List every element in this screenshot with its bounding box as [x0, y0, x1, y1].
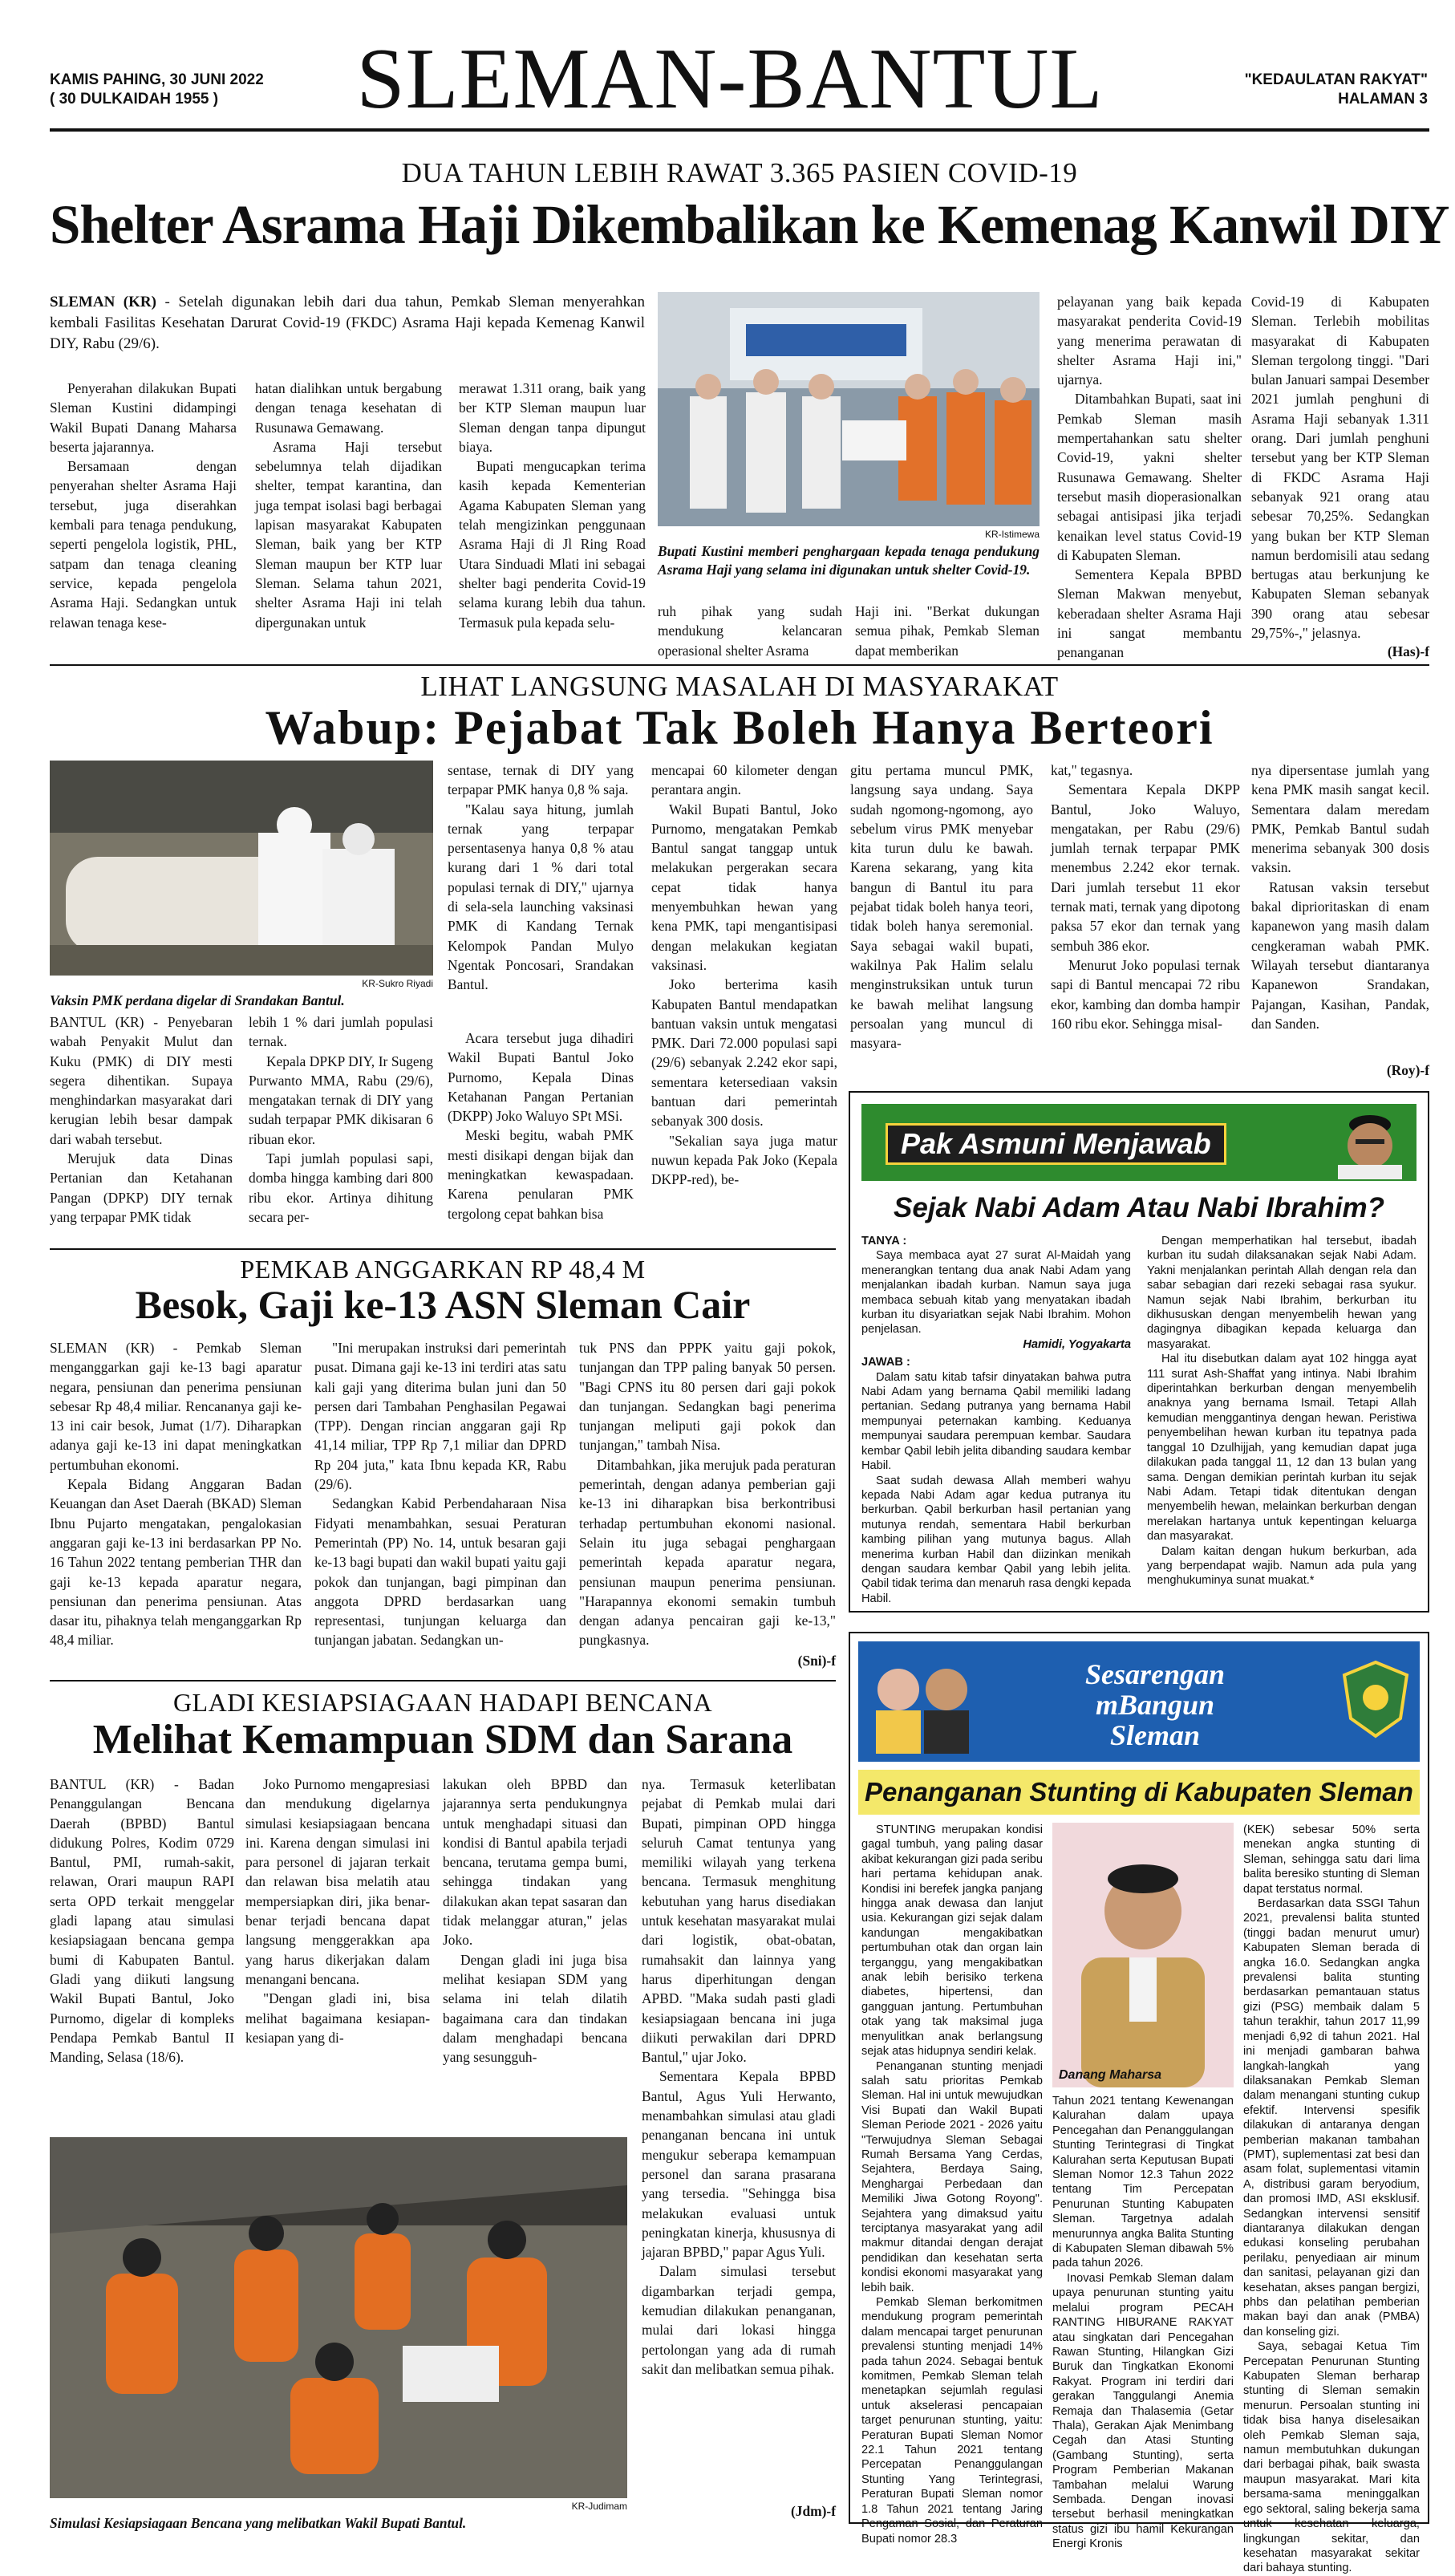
- article1-photo: [658, 292, 1040, 526]
- stunting-col1: [861, 1823, 1043, 2546]
- stunting-title: Penanganan Stunting di Kabupaten Sleman: [865, 1777, 1413, 1807]
- paragraph: nya. Termasuk keterlibatan pejabat di Pemkab mulai dari Bupati, pimpinan OPD hingga seluruh Camat tentunya yang memiliki wilayah yang terkena bencana. Termasuk menghitung kebutuhan yang harus disediakan untuk kesehatan masyarakat mulai dari logistik, obat-obatan, rumahsakit dan lainnya yang harus diperhitungan dengan APBD. "Maka sudah pasti gladi kesiapsiagaan bencana ini juga diikuti perwakilan dari DPRD Bantul," ujar Joko.: [642, 1776, 836, 2066]
- stunting-banner: [858, 1641, 1420, 1762]
- stunting-title-bar: [858, 1770, 1420, 1815]
- article4-signature: (Jdm)-f: [790, 2503, 836, 2519]
- paragraph: Joko Purnomo mengapresiasi dan mendukung digelarnya simulasi kesiapsiagaan bencana ini. Karena dengan simulasi ini para personel di jajaran terkait dan relawan bisa melatih atau mempersiapkan diri, jika benar-benar terjadi bencana dapat langsung menggerakkan apa yang harus dikerjakan dalam menangani bencana.: [245, 1776, 430, 1987]
- page-info: [1123, 71, 1428, 109]
- article2-col2b: [249, 1012, 433, 1237]
- paragraph: merawat 1.311 orang, baik yang ber KTP Sleman maupun luar Sleman dengan tanpa dipungut biaya.: [459, 380, 646, 455]
- paragraph: Sedangkan Kabid Perbendaharaan Nisa Fidyati menambahkan, sesuai Peraturan Pemerintah (PP) No. 14, untuk besaran gaji ke-13 bagi bupati dan wakil bupati yaitu gaji pokok dan tunjangan, bagi pimpinan dan anggota DPRD berdasarkan uang representasi, tunjungan keluarga dan tunjangan jabatan. Sedangkan un-: [314, 1495, 566, 1649]
- article3-col3: [579, 1338, 836, 1651]
- paragraph: lebih 1 % dari jumlah populasi ternak.: [249, 1014, 433, 1050]
- paragraph: sentase, ternak di DIY yang terpapar PMK hanya 0,8 % saja.: [448, 762, 634, 798]
- article1-photo-credit: KR-Istimewa: [984, 529, 1040, 540]
- slogan-line: Sleman: [1109, 1719, 1201, 1751]
- article1-lead: [50, 292, 645, 355]
- article1-lead-text: - Setelah digunakan lebih dari dua tahun, Pemkab Sleman menyerahkan kembali Fasilitas Kesehatan Darurat Covid-19 (FKDC) Asrama Haji kepada Kemenag Kanwil DIY, Rabu (29/6).: [50, 294, 645, 352]
- paragraph: Ratusan vaksin tersebut bakal diprioritaskan di enam kapanewon yang masih dalam cengkeraman wabah PMK. Wilayah tersebut diantaranya Kapanewon Srandakan, Pajangan, Kasihan, Pandak, dan Sanden.: [1251, 878, 1429, 1032]
- paragraph: Acara tersebut juga dihadiri Wakil Bupati Bantul Joko Purnomo, Kepala Dinas Ketahanan Pangan Pertanian (DKPP) Joko Waluyo SPt MSi.: [448, 1030, 634, 1125]
- photo-name: Danang Maharsa: [1059, 2068, 1162, 2082]
- article4-col2: [245, 1775, 430, 2134]
- paragraph: "Kalau saya hitung, jumlah ternak yang terpapar persentasenya hanya 0,8 % atau kurang dari 1 % dari total populasi ternak di DIY," ujarnya di sela-sela launching vaksinasi PMK di Kandang Ternak Kelompok Pandan Mulyo Ngentak Poncosari, Srandakan Bantul.: [448, 801, 634, 993]
- asmuni-left-column: [861, 1234, 1131, 1603]
- official-portrait-illustration: [1052, 1823, 1234, 2087]
- officials-portrait-icon: [866, 1649, 979, 1754]
- article4-kicker: GLADI KESIAPSIAGAAN HADAPI BENCANA: [172, 1688, 713, 1717]
- paragraph: BANTUL (KR) - Penyebaran wabah Penyakit Mulut dan Kuku (PMK) di DIY mesti segera dihentikan. Supaya menghindarkan masyarakat dari kerugian lebih besar dampak dari wabah tersebut.: [50, 1014, 233, 1147]
- issue-date: KAMIS PAHING, 30 JUNI 2022: [50, 71, 264, 88]
- article2-col5: [850, 761, 1033, 1085]
- paragraph: Berdasarkan data SSGI Tahun 2021, prevalensi balita stunted (tinggi badan menurut umur) Kabupaten Sleman berada di angka 16.0. Sedangkan angka prevalensi balita stunting berdasarkan pemantauan status gizi (PSG) membaik dalam 5 tahun terakhir, tahun 2017 11,99 menjadi 6,92 di tahun 2021. Hal ini menjadi gambaran bahwa langkah-langkah yang dilaksanakan Pemkab Sleman dalam menangani stunting cukup efektif. Intervensi spesifik dilakukan di antaranya dengan pemberian makanan tambahan (PMT), suplementasi zat besi dan asam folat, suplementasi vitamin A, distribusi garam beryodium, dan promosi IMD, ASI eksklusif. Sedangkan intervensi sensitif diantaranya dilakukan dengan edukasi konseling perubahan perilaku, penyediaan air minum dan sanitasi, pelayanan gizi dan kesehatan, akses pangan bergizi, phbs dan pelatihan pemberian makan bayi dan anak (PMBA) dan konseling gizi.: [1243, 1897, 1420, 2339]
- paragraph: Dengan gladi ini juga bisa melihat kesiapan SDM yang selama ini telah dilatih bagaimana cara dan tindakan dalam menghadapi bencana yang sesungguh-: [443, 1951, 627, 2066]
- paragraph: Sementara Kepala DKPP Bantul, Joko Waluyo, mengatakan, per Rabu (29/6) jumlah ternak terpapar PMK menembus 2.242 ekor ternak. Dari jumlah tersebut 11 ekor ternak mati, ternak yang dipotong paksa 57 ekor dan ternak yang sembuh 386 ekor.: [1051, 781, 1240, 954]
- article1-col4b: [855, 602, 1040, 659]
- paragraph: Penanganan stunting menjadi salah satu prioritas Pemkab Sleman. Hal ini untuk mewujudkan Visi Bupati dan Wakil Bupati Sleman Periode 2021 - 2026 yaitu "Terwujudnya Sleman Sebagai Rumah Bersama Yang Cerdas, Sejahtera, Berdaya Saing, Menghargai Perbedaan dan Memiliki Jiwa Gotong Royong". Sejahtera yang dimaksud yaitu terciptanya masyarakat yang adil makmur ditandai dengan derajat pendidikan dan kesehatan serta kondisi ekonomi masyarakat yang lebih baik.: [861, 2059, 1043, 2294]
- paragraph: Pemkab Sleman berkomitmen mendukung program pemerintah dalam mencapai target penurunan prevalensi stunting menjadi 14% pada tahun 2024. Sebagai bentuk komitmen, Pemkab Sleman telah menetapkan sejumlah regulasi untuk akselerasi pencapaian target penurunan stunting, yaitu: Peraturan Bupati Sleman Nomor 22.1 Tahun 2021 tentang Percepatan Penanggulangan Stunting Yang Terintegrasi, Peraturan Bupati Sleman nomor 1.8 Tahun 2021 tentang Jaring Pengaman Sosial, dan Peraturan Bupati nomor 28.3: [861, 2296, 1043, 2546]
- paragraph: "Dengan gladi ini, bisa melihat bagaimana kesiapan-kesiapan yang di-: [245, 1990, 430, 2046]
- hijri-date: ( 30 DULKAIDAH 1955 ): [50, 91, 219, 108]
- danang-photo: [1052, 1823, 1234, 2087]
- article1-signature: (Has)-f: [1387, 643, 1429, 659]
- article3-headline: Besok, Gaji ke-13 ASN Sleman Cair: [135, 1282, 751, 1327]
- paragraph: Bersamaan dengan penyerahan shelter Asrama Haji tersebut, juga diserahkan kembali para tenaga pendukung, seperti pengelola logistik, PHL, satpam dan tenaga cleaning service, kepada pengelola Asrama Haji. Sedangkan untuk relawan tenaga kese-: [50, 458, 237, 631]
- paragraph: Wakil Bupati Bantul, Joko Purnomo, mengatakan Pemkab Bantul sangat tanggap untuk melakukan pergerakan secara cepat tidak hanya menyembuhkan hewan yang kena PMK, tapi mengantisipasi dengan melakukan kegiatan vaksinasi.: [651, 801, 837, 973]
- paragraph: Kepala DPKP DIY, Ir Sugeng Purwanto MMA, Rabu (29/6), mengatakan ternak di DIY yang sudah terpapar PMK dikisaran 6 ribuan ekor.: [249, 1053, 433, 1147]
- asmuni-column-box: [849, 1091, 1429, 1613]
- paragraph: Bupati mengucapkan terima kasih kepada Kementerian Agama Kabupaten Sleman yang telah mengizinkan penggunaan Asrama Haji di Jl Ring Road Utara Sinduadi Mlati ini sebagai shelter bagi penderita Covid-19 selama kurang lebih dua tahun. Termasuk pula kepada selu-: [459, 458, 646, 631]
- paragraph: Asrama Haji tersebut sebelumnya telah dijadikan shelter, tempat karantina, dan juga tempat isolasi bagi berbagai lapisan masyarakat Kabupaten Sleman, baik yang ber KTP Sleman maupun ber KTP luar Sleman. Selama tahun 2021, shelter Asrama Haji ini telah dipergunakan untuk: [255, 438, 442, 631]
- stunting-col2: [1052, 2094, 1234, 2551]
- paragraph: BANTUL (KR) - Badan Penanggulangan Bencana Daerah (BPBD) Bantul didukung Polres, Kodim 0729 Bantul, PMI, rumah-sakit, relawan, Orari maupun RAPI serta OPD terkait menggelar gladi lapang atau simulasi kesiapsiagaan bencana gempa bumi di Kabupaten Bantul. Gladi yang diikuti langsung Wakil Bupati Bantul, Joko Purnomo, digelar di kompleks Pendapa Pemkab Bantul II Manding, Selasa (18/6).: [50, 1776, 234, 2066]
- paragraph: Menurut Joko populasi ternak sapi di Bantul mencapai 72 ribu ekor, kambing dan domba hampir 160 ribu ekor. Sehingga misal-: [1051, 956, 1240, 1032]
- article2-col6: [1051, 761, 1240, 1085]
- stunting-advertorial-box: [849, 1632, 1429, 2575]
- article1-col6: [1251, 292, 1429, 640]
- article2-col1: [50, 1012, 233, 1237]
- stunting-col3: [1243, 1823, 1420, 2575]
- asmuni-portrait: [1330, 1107, 1410, 1179]
- article4-col1: [50, 1775, 234, 2134]
- answer-paragraph: Dengan memperhatikan hal tersebut, ibadah kurban itu sudah dilaksanakan sejak Nabi Adam. Yakni menjalankan perintah Allah dengan rela dan sabar sebagian dari rezeki sebagai rasa syukur. Namun sejak Nabi Ibrahim, berkurban itu dikhususkan dengan menyembelih hewan yang dagingnya dibagikan kepada keluarga dan masyarakat.: [1147, 1235, 1416, 1351]
- paragraph: Ditambahkan, jika merujuk pada peraturan pemerintah, dengan adanya pemberian gaji ke-13 ini diharapkan bisa berkontribusi terhadap pertumbuhan ekonomi nasional. Selain itu juga sebagai penghargaan pemerintah kepada aparatur negara, pensiunan maupun penerima pensiunan. "Harapannya ekonomi semakin tumbuh dengan adanya pencairan gaji ke-13," pungkasnya.: [579, 1456, 836, 1649]
- page-number: HALAMAN 3: [1338, 91, 1428, 108]
- article2-col3: [448, 1028, 634, 1239]
- paragraph: pelayanan yang baik kepada masyarakat penderita Covid-19 yang menerima perawatan di shelter Asrama Haji ini," ujarnya.: [1057, 294, 1242, 388]
- article4-col4: [642, 1775, 836, 2501]
- slogan-line: mBangun: [1095, 1689, 1215, 1721]
- paragraph: STUNTING merupakan kondisi gagal tumbuh, yang paling dasar akibat kekurangan gizi pada seribu hari pertama kehidupan anak. Kondisi ini berefek jangka panjang hingga anak dewasa dan lanjut usia. Kekurangan gizi sejak dalam kandungan mengakibatkan pertumbuhan otak dan organ lain terganggu, yang mengakibatkan anak lebih berisiko terkena diabetes, hipertensi, dan gangguan jantung. Pertumbuhan otak yang tak maksimal juga menyulitkan anak berlangsung sejak atas hidupnya sendiri kelak.: [861, 1823, 1043, 2059]
- paragraph: Dalam simulasi tersebut digambarkan terjadi gempa, kemudian dilakukan penanganan, mulai dari lokasi hingga pertolongan yang ada di rumah sakit dan melibatkan semua pihak.: [642, 2263, 836, 2377]
- paragraph: Sementera Kepala BPBD Sleman Makwan menyebut, keberadaan shelter Asrama Haji ini sangat membantu penanganan: [1057, 566, 1242, 661]
- question-text: Saya membaca ayat 27 surat Al-Maidah yang menerangkan tentang dua anak Nabi Adam yang menjalankan ibadah kurban. Namun saya juga membaca sebuah kitab yang menyatakan ibadah kurban itu disyariatkan sejak Nabi Ibrahim. Mohon penjelasan.: [861, 1249, 1131, 1337]
- article1-headline: Shelter Asrama Haji Dikembalikan ke Kemenag Kanwil DIY: [50, 194, 1449, 255]
- article3-kicker: PEMKAB ANGGARKAN RP 48,4 M: [240, 1255, 646, 1284]
- paragraph: Merujuk data Dinas Pertanian dan Ketahanan Pangan (DPKP) DIY ternak yang terpapar PMK tidak: [50, 1150, 233, 1225]
- asker-name: Hamidi, Yogyakarta: [1023, 1337, 1131, 1351]
- masthead: SLEMAN-BANTUL: [356, 31, 1104, 127]
- article3-col1: [50, 1338, 302, 1667]
- article2-photo-credit: KR-Sukro Riyadi: [362, 978, 433, 989]
- article4-photo-credit: KR-Judimam: [571, 2501, 627, 2512]
- paragraph: Haji ini. "Berkat dukungan semua pihak, Pemkab Sleman dapat memberikan: [855, 603, 1040, 659]
- paragraph: ruh pihak yang sudah mendukung kelancaran operasional shelter Asrama: [658, 603, 842, 659]
- paragraph: SLEMAN (KR) - Pemkab Sleman menganggarkan gaji ke-13 bagi aparatur negara, pensiunan dan penerima pensiunan sebesar Rp 48,4 miliar. Rencananya gaji ke-13 ini cair besok, Jumat (1/7). Diharapkan adanya gaji ke-13 ini dapat meningkatkan pertumbuhan ekonomi.: [50, 1340, 302, 1473]
- paragraph: nya dipersentase jumlah yang kena PMK masih sangat kecil. Sementara dalam meredam PMK, Pemkab Bantul sudah menerima sebanyak 300 dosis vaksin.: [1251, 762, 1429, 876]
- paragraph: gitu pertama muncul PMK, langsung saya undang. Saya sudah ngomong-ngomong, ayo sebelum virus PMK menyebar kita turun dulu ke bawah. Karena sekarang, yang kita bangun di Bantul itu para pejabat tidak boleh hanya teori, tidak boleh hanya seremonial. Saya sebagai wakil bupati, wakilnya Pak Halim selalu menginstruksikan untuk turun ke bawah melihat langsung persoalan yang muncul di masyara-: [850, 762, 1033, 1052]
- paragraph: "Sekalian saya juga matur nuwun kepada Pak Joko (Kepala DKPP-red), be-: [651, 1132, 837, 1188]
- article1-col1: [50, 379, 237, 651]
- ceremony-photo-illustration: [658, 292, 1040, 526]
- answer-paragraph: Dalam satu kitab tafsir dinyatakan bahwa putra Nabi Adam yang bernama Qabil memiliki ladang pertanian. Sedang putranya yang bernama Habil mempunyai peternakan kambing. Keduanya mempunyai saudara perempuan kembar. Saudara kembar Qabil lebih jelita dibanding saudara kembar Habil.: [861, 1370, 1131, 1473]
- masthead-rule: [50, 128, 1429, 132]
- article2-photo-caption: Vaksin PMK perdana digelar di Srandakan Bantul.: [50, 992, 345, 1008]
- paragraph: Tahun 2021 tentang Kewenangan Kalurahan dalam upaya Pencegahan dan Penanggulangan Stunting Terintegrasi di Tingkat Kalurahan serta Keputusan Bupati Sleman Nomor 12.3 Tahun 2022 tentang Tim Percepatan Penurunan Stunting Kabupaten Sleman. Targetnya adalah menurunnya angka Balita Stunting di Kabupaten Sleman dibawah 5% pada tahun 2026.: [1052, 2095, 1234, 2270]
- vaccination-photo-illustration: [50, 761, 433, 976]
- motto: "KEDAULATAN RAKYAT": [1244, 71, 1428, 88]
- paragraph: kat," tegasnya.: [1051, 762, 1133, 778]
- asmuni-title: Sejak Nabi Adam Atau Nabi Ibrahim?: [894, 1192, 1384, 1223]
- section-rule: [50, 1248, 836, 1250]
- answer-paragraph: Hal itu disebutkan dalam ayat 102 hingga ayat 111 surat Ash-Shaffat yang intinya. Nabi Ibrahim diperintahkan berkurban dengan menyembelih anaknya yang bernama Ismail. Tetapi Allah kemudian menggantinya dengan hewan. Peristiwa penyembelihan hewan kurban itu tepatnya pada tanggal 10 Dzulhijjah, yang kemudian dapat juga dilakukan pada tanggal 11, 12 dan 13 bulan yang sama. Dengan demikian perintah kurban itu sejak Nabi Adam. Tetapi tidak ditentukan dengan menyembelih hewan, melainkan berkurban dengan merelakan hartanya untuk kepentingan keluarga dan masyarakat.: [1147, 1353, 1416, 1544]
- article1-kicker: DUA TAHUN LEBIH RAWAT 3.365 PASIEN COVID-19: [401, 157, 1078, 189]
- paragraph: Covid-19 di Kabupaten Sleman. Terlebih mobilitas masyarakat di Kabupaten Sleman tergolong tinggi. "Dari bulan Januari sampai Desember 2021 jumlah penghuni di Asrama Haji sebanyak 1.311 orang. Dari jumlah penghuni tersebut yang ber KTP Sleman di FKDC Asrama Haji sebanyak 921 orang atau sebesar 70,25%. Sedangkan yang bukan ber KTP Sleman namun berdomisili atau sedang bertugas atau berkunjung ke Kabupaten Sleman sebanyak 390 orang atau sebesar 29,75%-," jelasnya.: [1251, 294, 1429, 642]
- paragraph: Inovasi Pemkab Sleman dalam upaya penurunan stunting yaitu melalui program PECAH RANTING HIBURANE RAKYAT atau singkatan dari Pencegahan Rawan Stunting, Hilangkan Gizi Buruk dan Tingkatkan Ekonomi Rakyat. Program ini terdiri dari gerakan Tanggulangi Anemia Remaja dan Thalasemia (Getar Thala), Gerakan Ajak Menimbang Cegah dan Atasi Stunting (Gambang Stunting), serta Program Pemberian Makanan Tambahan melalui Warung Sembada. Dengan inovasi tersebut berhasil meningkatkan status gizi ibu hamil Kekurangan Energi Kronis: [1052, 2271, 1234, 2551]
- article2-kicker: LIHAT LANGSUNG MASALAH DI MASYARAKAT: [420, 671, 1059, 702]
- disaster-drill-photo-illustration: [50, 2137, 627, 2498]
- asmuni-banner: [861, 1104, 1416, 1181]
- paragraph: "Ini merupakan instruksi dari pemerintah pusat. Dimana gaji ke-13 ini terdiri atas satu kali gaji yang diterima bulan juni dan 50 persen dari Tambahan Penghasilan Pegawai (TPP). Dengan rincian anggaran gaji Rp 41,14 miliar, TPP Rp 7,1 miliar dan DPRD Rp 204 juta," kata Ibnu kepada KR, Rabu (29/6).: [314, 1340, 566, 1493]
- answer-label: JAWAB :: [861, 1356, 910, 1369]
- answer-paragraph: Saat sudah dewasa Allah memberi wahyu kepada Nabi Adam agar kedua putranya itu berkurban. Qabil berkurban hasil pertanian yang mutunya rendah, sementara Habil berkurban kambing pilihan yang mutunya bagus. Allah menerima kurban Habil dan diizinkan menikah dengan saudara kembar Qabil yang lebih jelita. Qabil tidak terima dan menaruh rasa dengki kepada Habil.: [861, 1474, 1131, 1605]
- paragraph: lakukan oleh BPBD dan jajarannya serta pendukungnya untuk menghadapi situasi dan kondisi di Bantul apabila terjadi bencana, terutama gempa bumi, sehingga tindakan yang dilakukan akan tepat sasaran dan tidak melanggar aturan," jelas Joko.: [443, 1776, 627, 1949]
- paragraph: Meski begitu, wabah PMK mesti disikapi dengan bijak dan meningkatkan kewaspadaan. Karena penularan PMK tergolong cepat bahkan bisa: [448, 1127, 634, 1222]
- article2-col4: [651, 761, 837, 1239]
- article2-photo: [50, 761, 433, 976]
- paragraph: Ditambahkan Bupati, saat ini Pemkab Sleman masih mempertahankan satu shelter Covid-19, yakni shelter Rusunawa Gemawang. Shelter tersebut masih dioperasionalkan sebagai antisipasi jika terjadi kenaikan level status Covid-19 di Kabupaten Sleman.: [1057, 391, 1242, 563]
- article1-col2: [255, 379, 442, 651]
- paragraph: tuk PNS dan PPPK yaitu gaji pokok, tunjangan dan TPP paling banyak 50 persen. "Bagi CPNS itu 80 persen dari gaji pokok dan tunjangan. Sedangkan bagi penerima tunjangan meliputi gaji pokok dan tunjangan," tambah Nisa.: [579, 1340, 836, 1454]
- article2-signature: (Roy)-f: [1386, 1062, 1429, 1078]
- paragraph: Kepala Bidang Anggaran Badan Keuangan dan Aset Daerah (BKAD) Sleman Ibnu Pujarto mengatakan, pengalokasian anggaran gaji ke-13 ini berdasarkan PP No. 16 Tahun 2022 tentang pemberian THR dan gaji ke-13 kepada aparatur negara, pensiunan dan penerima pensiunan. Atas dasar itu, pihaknya telah menganggarkan Rp 48,4 miliar.: [50, 1476, 302, 1649]
- issue-date-block: [50, 71, 387, 109]
- article3-col2: [314, 1338, 566, 1667]
- article1-dateline: SLEMAN (KR): [50, 294, 156, 310]
- article1-col5: [1057, 292, 1242, 659]
- article4-photo-caption: Simulasi Kesiapsiagaan Bencana yang melibatkan Wakil Bupati Bantul.: [50, 2515, 467, 2531]
- article4-photo: [50, 2137, 627, 2498]
- article1-photo-caption: Bupati Kustini memberi penghargaan kepada tenaga pendukung Asrama Haji yang selama ini digunakan untuk shelter Covid-19.: [658, 543, 1040, 578]
- slogan-line: Sesarengan: [1084, 1658, 1226, 1690]
- article1-col4a: [658, 602, 842, 659]
- article2-headline: Wabup: Pejabat Tak Boleh Hanya Berteori: [265, 701, 1214, 754]
- paragraph: hatan dialihkan untuk bergabung dengan tenaga kesehatan di Rusunawa Gemawang.: [255, 380, 442, 436]
- paragraph: Saya, sebagai Ketua Tim Percepatan Penurunan Stunting Kabupaten Sleman berharap stunting di Sleman semakin menurun. Persoalan stunting ini tidak bisa hanya diselesaikan oleh Pemkab Sleman saja, namun membutuhkan dukungan dari berbagai pihak, baik swasta maupun masyarakat. Mari kita bersama-sama meninggalkan ego sektoral, saling bekerja sama untuk kesehatan keluarga, lingkungan sekitar, dan kesehatan masyarakat sekitar dari bahaya stunting.: [1243, 2340, 1420, 2575]
- paragraph: Penyerahan dilakukan Bupati Sleman Kustini didampingi Wakil Bupati Danang Maharsa beserta jajarannya.: [50, 380, 237, 455]
- article4-headline: Melihat Kemampuan SDM dan Sarana: [92, 1717, 793, 1763]
- article1-col3: [459, 379, 646, 651]
- answer-paragraph: Dalam kaitan dengan hukum berkurban, ada yang berpendapat wajib. Namun ada pula yang menghukuminya sunat muakat.*: [1147, 1544, 1416, 1588]
- asmuni-banner-title: Pak Asmuni Menjawab: [886, 1123, 1226, 1165]
- article3-signature: (Sni)-f: [797, 1653, 836, 1669]
- paragraph: mencapai 60 kilometer dengan perantara angin.: [651, 762, 837, 798]
- question-label: TANYA :: [861, 1235, 907, 1247]
- section-rule: [50, 664, 1429, 666]
- article2-col2a: [448, 761, 634, 1020]
- section-rule: [50, 1680, 836, 1681]
- sleman-emblem-icon: [1339, 1659, 1412, 1739]
- paragraph: Tapi jumlah populasi sapi, domba hingga kambing dari 800 ribu ekor. Artinya dihitung secara per-: [249, 1150, 433, 1225]
- paragraph: (KEK) sebesar 50% serta menekan angka stunting di Sleman, sehingga satu dari lima balita beresiko stunting di Sleman dapat terstatus normal.: [1243, 1823, 1420, 1896]
- article4-col3: [443, 1775, 627, 2134]
- asmuni-right-column: [1147, 1234, 1416, 1603]
- stunting-slogan: [987, 1659, 1323, 1750]
- paragraph: Joko berterima kasih Kabupaten Bantul mendapatkan bantuan vaksin untuk mengatasi PMK. Dari 72.000 populasi sapi (29/6) sebanyak 2.242 ekor sapi, sementara ketersediaan vaksin bantuan dari pemerintah sebanyak 300 dosis.: [651, 976, 837, 1130]
- paragraph: Sementara Kepala BPBD Bantul, Agus Yuli Herwanto, menambahkan simulasi atau gladi penanganan bencana ini untuk mengukur seberapa kemampuan personel dan sarana prasarana yang tersedia. "Sehingga bisa melakukan evaluasi untuk peningkatan kinerja, khususnya di jajaran BPBD," papar Agus Yuli.: [642, 2068, 836, 2261]
- article2-col7: [1251, 761, 1429, 1057]
